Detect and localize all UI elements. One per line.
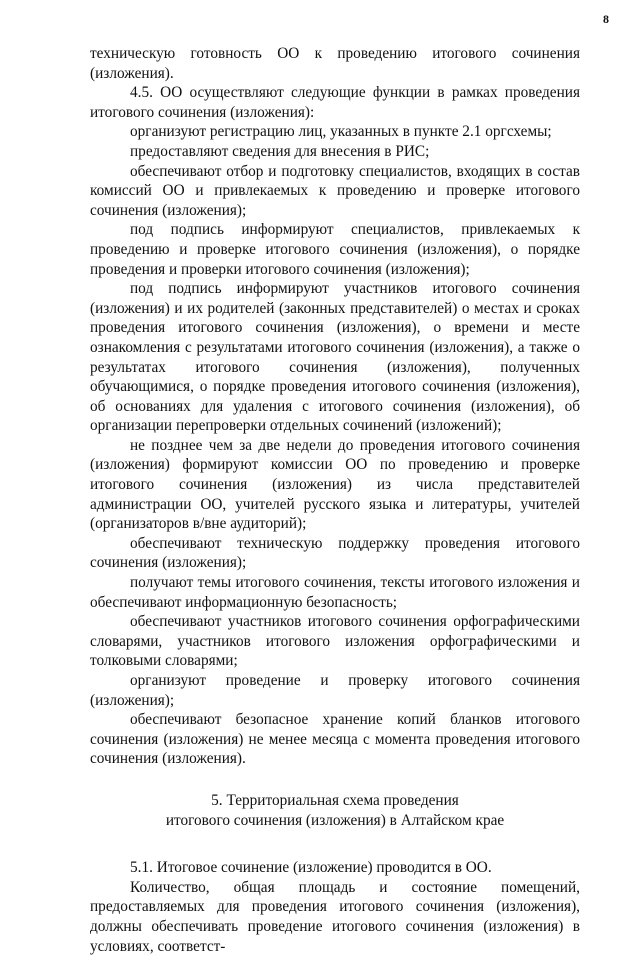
list-item: организуют регистрацию лиц, указанных в пункте 2.1 оргсхемы; bbox=[130, 123, 552, 141]
paragraph: 5.1. Итоговое сочинение (изложение) проводится в ОО. bbox=[130, 859, 492, 877]
section-heading-line: итогового сочинения (изложения) в Алтайском крае bbox=[165, 811, 505, 829]
page-number: 8 bbox=[603, 12, 609, 26]
paragraph: 4.5. ОО осуществляют следующие функции в рамках проведения итогового сочинения (изложения): bbox=[90, 84, 580, 121]
list-item: обеспечивают техническую поддержку проведения итогового сочинения (изложения); bbox=[90, 534, 580, 572]
list-item: обеспечивают отбор и подготовку специалистов, входящих в состав комиссий ОО и привлекаемых к проведению и проверке итогового сочинения (изложения); bbox=[90, 162, 580, 219]
list-item: получают темы итогового сочинения, тексты итогового изложения и обеспечивают информационную безопасность; bbox=[90, 574, 580, 611]
paragraph: Количество, общая площадь и состояние помещений, предоставляемых для проведения итогового сочинения (изложения), должны обеспечивать проведение итогового сочинения (изложения) в условиях, соответст- bbox=[90, 878, 580, 955]
list-item: обеспечивают безопасное хранение копий бланков итогового сочинения (изложения) не менее месяца с момента проведения итогового сочинения (изложения). bbox=[90, 711, 580, 768]
document-body bbox=[90, 44, 580, 956]
list-item: под подпись информируют специалистов, привлекаемых к проведению и проверке итогового сочинения (изложения), о порядке проведения и проверки итогового сочинения (изложения); bbox=[90, 221, 580, 278]
list-item: предоставляют сведения для внесения в РИС; bbox=[130, 142, 430, 160]
list-item: под подпись информируют участников итогового сочинения (изложения) и их родителей (законных представителей) о местах и сроках проведения итогового сочинения (изложения), о времени и месте ознакомления с результатами итогового сочинения (изложения), а также о результатах итогового сочинения (изложения), полученных обучающимися, о порядке проведения итогового сочинения (изложения), об основаниях для удаления с итогового сочинения (изложения), об организации перепроверки отдельных сочинений (изложений); bbox=[90, 280, 580, 435]
paragraph: техническую готовность ОО к проведению итогового сочинения (изложения). bbox=[90, 45, 580, 82]
section-heading-line: 5. Территориальная схема проведения bbox=[211, 791, 459, 809]
list-item: организуют проведение и проверку итогового сочинения (изложения); bbox=[90, 672, 580, 709]
section-heading bbox=[90, 791, 580, 830]
list-item: обеспечивают участников итогового сочинения орфографическими словарями, участников итогового изложения орфографическими и толковыми словарями; bbox=[90, 613, 580, 670]
list-item: не позднее чем за две недели до проведения итогового сочинения (изложения) формируют комиссии ОО по проведению и проверке итогового сочинения (изложения) из числа представителей администрации ОО, учителей русского языка и литературы, учителей (организаторов в/вне аудиторий); bbox=[90, 436, 580, 533]
